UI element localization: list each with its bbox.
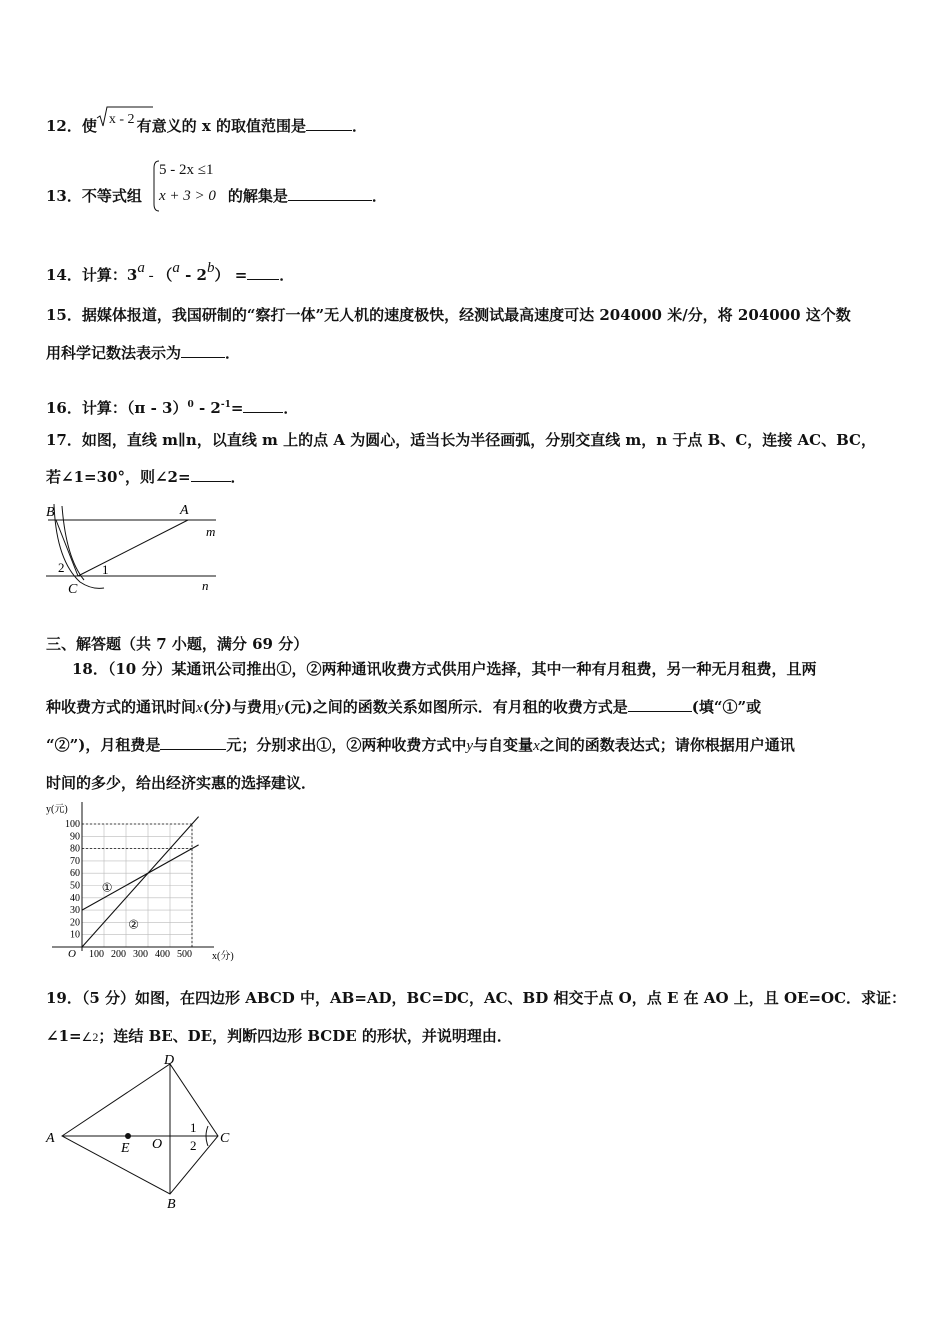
question-12 [46,112,368,138]
q14-prefix: 计算： [81,266,127,284]
y-tick-label: 10 [70,929,80,941]
answer-blank[interactable] [306,116,352,131]
label-angle-2: 2 [58,560,65,575]
q12-prefix: 使 [81,117,97,135]
y-tick-label: 30 [70,905,80,917]
y-tick-label: 70 [70,855,80,867]
q17-end: ． [230,468,246,486]
q16-number: 16． [46,399,82,417]
q12-number: 12． [46,117,82,135]
q16-exp-minus1: -1 [220,400,231,410]
q19-figure [40,1052,250,1212]
inequality-1: 5 - 2x ≤1 [159,162,214,178]
answer-blank[interactable] [247,265,279,280]
label-C: C [68,582,78,597]
q14-minus-2: - 2 [179,266,207,284]
question-15-line1: 15．据媒体报道，我国研制的“察打一体”无人机的速度极快，经测试最高速度可达 204000 米/分，将 204000 这个数 [46,306,851,324]
q15-prefix: 用科学记数法表示为 [46,344,182,362]
label-n: n [202,578,209,593]
section-title: 三、解答题（共 7 小题，满分 69 分） [46,635,309,653]
q18-text-c: (元)之间的函数关系如图所示．有月租的收费方式是 [283,698,628,716]
q18-text-g: 与自变量 [473,736,534,754]
y-axis-label: y(元) [46,804,68,815]
x-tick-label: 300 [133,949,148,960]
x-tick-label: 100 [89,949,104,960]
question-18-line2 [46,697,761,718]
question-19-line1: 19．（5 分）如图，在四边形 ABCD 中，AB=AD，BC=DC，AC、BD 相交于点 O，点 E 在 AO 上，且 OE=OC．求证： [46,989,907,1007]
point-E [125,1133,131,1139]
q14-lparen: （ [157,266,173,284]
q18-text-a: 种收费方式的通讯时间 [46,698,197,716]
question-18-line3 [46,735,795,756]
q16-exp-0: 0 [187,400,194,410]
q18-text-h: 之间的函数表达式；请你根据用户通讯 [539,736,795,754]
q12-end: ． [352,117,368,135]
q14-rparen: ） [214,266,230,284]
label-B: B [167,1197,176,1212]
q14-exp-a: a [137,260,145,276]
label-A: A [180,503,189,518]
question-18-line4: 时间的多少，给出经济实惠的选择建议． [46,774,317,792]
q18-var-y: y [276,700,284,716]
q14-base-3: 3 [126,266,138,284]
q19-text-c: ；连结 BE、DE，判断四边形 BCDE 的形状，并说明理由． [98,1027,512,1045]
series-line-1 [82,845,199,910]
q16-end: ． [283,399,299,417]
q14-minus: - [144,268,158,284]
answer-blank[interactable] [628,697,692,712]
q17-prefix: 若∠1=30°，则∠2= [46,468,191,486]
y-tick-label: 80 [70,843,80,855]
y-tick-label: 90 [70,831,80,843]
q19-angle2: ∠2 [81,1030,99,1044]
label-B: B [46,505,55,520]
q18-text-e: “②”)，月租费是 [46,736,161,754]
label-E: E [121,1141,130,1156]
question-17-line2 [46,467,246,487]
inequality-system [153,160,233,212]
q16-prefix: 计算：（π - 3） [81,399,188,417]
answer-blank[interactable] [243,398,283,413]
segment-AC [78,520,188,576]
y-tick-label: 50 [70,880,80,892]
q14-exp-b: b [206,260,215,276]
q18-text-b: (分)与费用 [202,698,277,716]
question-16 [46,395,298,418]
q17-figure [40,498,230,598]
label-m: m [206,524,216,539]
question-18-line1: 18．（10 分）某通讯公司推出①，②两种通讯收费方式供用户选择，其中一种有月租费，另一种无月租费，且两 [72,660,817,678]
answer-blank[interactable] [181,343,225,358]
y-tick-label: 100 [65,819,80,830]
label-angle-2: 2 [190,1138,197,1153]
q18-var-x2: x [533,738,540,754]
answer-blank[interactable] [160,735,226,750]
q13-end: ． [371,187,387,205]
answer-blank[interactable] [191,467,231,482]
label-angle-1: 1 [102,562,109,577]
q13-number: 13． [46,187,82,205]
series-label-1: ① [101,880,113,895]
question-14 [46,258,294,286]
inequality-2: x + 3 > 0 [159,188,216,204]
label-D: D [164,1053,175,1068]
q14-end: ． [279,266,295,284]
series-label-2: ② [128,917,139,932]
q14-number: 14． [46,266,82,284]
y-tick-label: 20 [70,917,80,929]
radical-sign-icon [97,106,157,128]
q18-text-f: 元；分别求出①，②两种收费方式中 [226,736,467,754]
x-tick-label: 200 [111,949,126,960]
q13-post: 的解集是 [227,187,288,205]
q19-text-a: ∠1= [46,1027,82,1045]
q13-prefix: 不等式组 [81,187,142,205]
q18-var-x: x [196,700,203,716]
q14-exp-a2: a [172,260,180,276]
x-tick-label: 500 [177,949,192,960]
q12-var: x [201,117,211,135]
sqrt-expression [103,108,135,130]
y-tick-label: 60 [70,868,80,880]
label-C: C [220,1131,230,1146]
x-axis-label: x(分) [212,951,234,962]
q18-chart [40,800,260,965]
x-tick-label: 400 [155,949,170,960]
q18-text-d: (填“①”或 [691,698,762,716]
label-angle-1: 1 [190,1120,197,1135]
question-17-line1: 17．如图，直线 m∥n，以直线 m 上的点 A 为圆心，适当长为半径画弧，分别交直线 m，n 于点 B、C，连接 AC、BC， [46,431,876,449]
q16-mid: - 2 [193,399,221,417]
q15-end: ． [225,344,241,362]
q12-post: 有意义的 [136,117,197,135]
question-15-line2 [46,343,240,363]
question-19-line2 [46,1026,512,1047]
y-tick-label: 40 [70,892,80,904]
q16-equals: = [230,399,244,417]
q14-equals: = [229,266,248,284]
q18-var-y2: y [466,738,474,754]
origin-label: O [68,948,76,960]
label-A: A [46,1131,55,1146]
label-O: O [152,1137,163,1152]
q12-radicand: x - 2 [108,112,135,127]
q12-tail: 的取值范围是 [216,117,307,135]
answer-blank[interactable] [288,186,372,201]
